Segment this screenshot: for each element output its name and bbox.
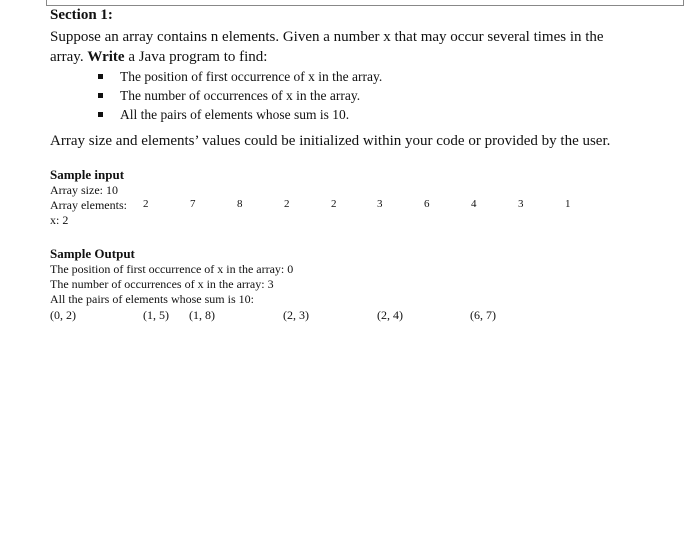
- array-element: 8: [237, 198, 243, 210]
- array-element: 3: [377, 198, 383, 210]
- array-size-line: Array size: 10: [50, 183, 118, 197]
- array-element: 4: [471, 198, 477, 210]
- array-element: 6: [424, 198, 430, 210]
- sample-input-title: Sample input: [50, 167, 125, 182]
- array-element: 1: [565, 198, 571, 210]
- array-element: 7: [190, 198, 196, 210]
- problem-description: [50, 27, 640, 67]
- requirements-list: [96, 67, 382, 124]
- description-part2: a Java program to find:: [128, 49, 268, 65]
- array-element: 2: [331, 198, 337, 210]
- sample-output-title: Sample Output: [50, 246, 135, 261]
- array-element: 3: [518, 198, 524, 210]
- x-value-line: x: 2: [50, 213, 69, 227]
- output-pair: (6, 7): [470, 308, 496, 322]
- description-part1: Suppose an array contains n elements. Given a number x that may occur several times in the array.: [50, 29, 604, 65]
- output-pairs-heading: All the pairs of elements whose sum is 10:: [50, 292, 254, 306]
- output-pair: (2, 3): [283, 308, 309, 322]
- array-element: 2: [284, 198, 290, 210]
- description-bold-word: Write: [87, 49, 125, 65]
- output-first-position: The position of first occurrence of x in the array: 0: [50, 262, 294, 276]
- array-element: 2: [143, 198, 149, 210]
- array-note: Array size and elements’ values could be initialized within your code or provided by the user.: [50, 133, 611, 149]
- frame-top-border: [46, 0, 684, 6]
- output-occurrences: The number of occurrences of x in the array: 3: [50, 277, 274, 291]
- output-pair: (1, 5): [143, 308, 169, 322]
- output-pair: (0, 2): [50, 308, 76, 322]
- requirement-item: All the pairs of elements whose sum is 10.: [96, 105, 382, 124]
- section-title: Section 1:: [50, 7, 113, 23]
- requirement-item: The position of first occurrence of x in the array.: [96, 67, 382, 86]
- output-pair: (2, 4): [377, 308, 403, 322]
- array-elements-label: Array elements:: [50, 198, 127, 212]
- output-pair: (1, 8): [189, 308, 215, 322]
- requirement-item: The number of occurrences of x in the array.: [96, 86, 382, 105]
